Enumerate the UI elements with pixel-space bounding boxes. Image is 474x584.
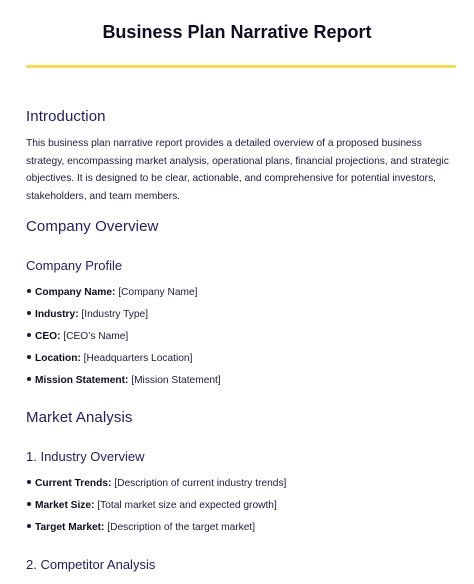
item-value: [Company Name] — [115, 287, 198, 298]
title-underline-rule — [26, 65, 456, 68]
list-item — [26, 374, 221, 396]
bullet-icon — [27, 377, 31, 381]
item-label: Market Size: — [35, 500, 95, 511]
company-profile-list — [26, 286, 221, 396]
item-value: [Headquarters Location] — [80, 353, 193, 364]
item-label: Industry: — [35, 309, 79, 320]
list-item — [26, 308, 221, 330]
bullet-icon — [27, 289, 31, 293]
list-item — [26, 499, 286, 521]
company-overview-heading: Company Overview — [26, 218, 159, 235]
bullet-icon — [27, 333, 31, 337]
competitor-analysis-heading: 2. Competitor Analysis — [26, 557, 156, 572]
introduction-heading: Introduction — [26, 108, 106, 125]
item-label: Current Trends: — [35, 478, 112, 489]
industry-overview-list — [26, 477, 286, 543]
industry-overview-heading: 1. Industry Overview — [26, 449, 145, 464]
list-item — [26, 477, 286, 499]
item-value: [Mission Statement] — [128, 375, 221, 386]
company-profile-heading: Company Profile — [26, 258, 123, 273]
item-value: [Industry Type] — [78, 309, 149, 320]
bullet-icon — [27, 502, 31, 506]
bullet-icon — [27, 480, 31, 484]
list-item — [26, 330, 221, 352]
item-value: [Description of current industry trends] — [111, 478, 287, 489]
list-item — [26, 521, 286, 543]
bullet-icon — [27, 311, 31, 315]
list-item — [26, 352, 221, 374]
bullet-icon — [27, 524, 31, 528]
list-item — [26, 286, 221, 308]
item-value: [CEO’s Name] — [60, 331, 129, 342]
market-analysis-heading: Market Analysis — [26, 409, 133, 426]
item-value: [Description of the target market] — [104, 522, 256, 533]
item-label: Target Market: — [35, 522, 105, 533]
item-label: CEO: — [35, 331, 61, 342]
document-title: Business Plan Narrative Report — [102, 22, 372, 42]
item-label: Location: — [35, 353, 81, 364]
item-label: Mission Statement: — [35, 375, 129, 386]
introduction-paragraph: This business plan narrative report provides a detailed overview of a proposed business strategy, encompassing market analysis, operational plans, financial projections, and strategic objectives. It is designed to be clear, actionable, and comprehensive for potential investors, stakeholders, and team members. — [26, 138, 449, 202]
item-value: [Total market size and expected growth] — [94, 500, 277, 511]
bullet-icon — [27, 355, 31, 359]
item-label: Company Name: — [35, 287, 116, 298]
